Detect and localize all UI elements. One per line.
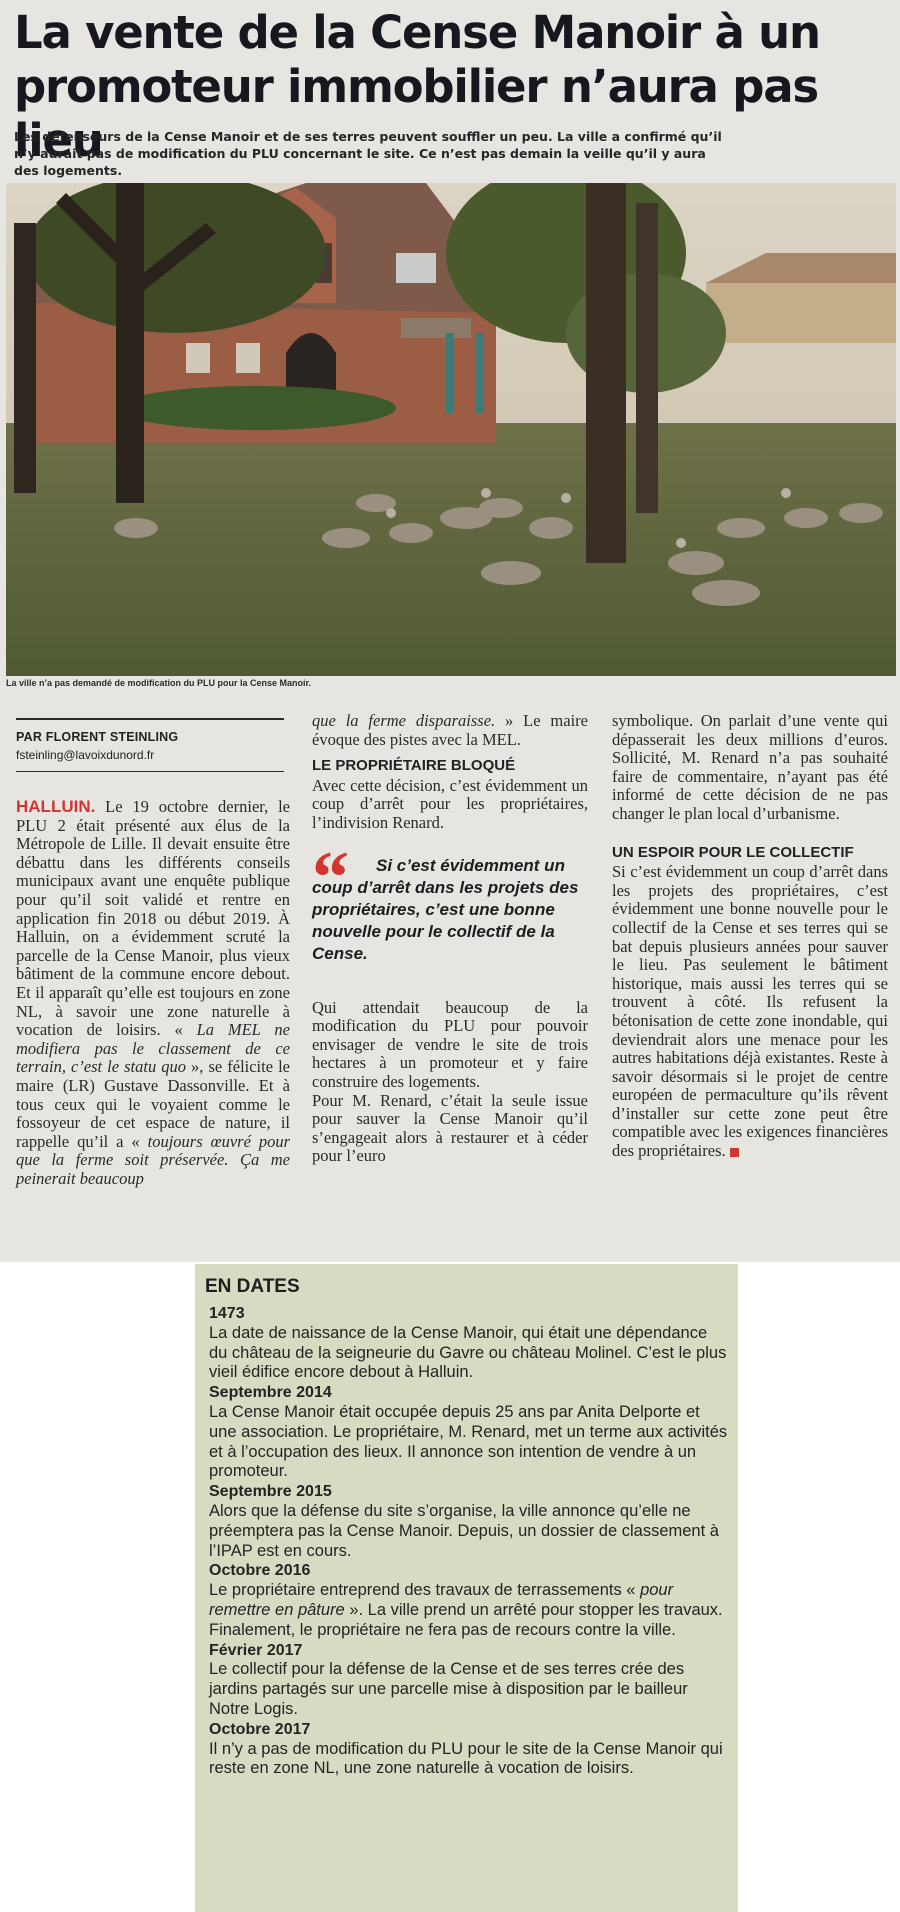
- article-column-2: [312, 712, 588, 1166]
- timeline-title: EN DATES: [205, 1276, 300, 1297]
- article-column-3: [612, 712, 888, 1161]
- mayor-quote-2: toujours œuvré pour que la ferme soit préservée. Ça me peinerait beaucoup: [16, 1131, 291, 1188]
- timeline-text: La date de naissance de la Cense Manoir, qui était une dépendance du château de la seigneurie du Gavre ou château Molinel. C’est le plus vieil édifice encore debout à Halluin.: [209, 1323, 727, 1382]
- timeline-date: Septembre 2015: [209, 1483, 332, 1501]
- col2-paragraph-1: Avec cette décision, c’est évidemment un coup d’arrêt pour les propriétaires, l’indivision Renard.: [312, 775, 588, 832]
- col1-text: Le 19 octobre dernier, le PLU 2 était présenté aux élus de la Métropole de Lille. Il devait ensuite être débattu dans les différents conseils municipaux avant une enquête publique pour qu’il soit validé et rentre en application fin 2018 ou début 2019. À Halluin, on a évidemment scruté la parcelle de la Cense Manoir, plus vieux bâtiment de la commune encore debout. Et il apparaît qu’elle est toujours en zone NL, à savoir une zone naturelle à vocation de loisirs. «: [16, 797, 290, 1040]
- byline-rule-bottom: [16, 771, 284, 772]
- col1-mid-text: », se félicite le maire (LR) Gustave Dassonville. Et à tous ceux qui le voyaient comme le fossoyeur de cet espace de nature, il rappelle qu’il a «: [16, 1057, 290, 1151]
- pull-quote-text: Si c’est évidemment un coup d’arrêt dans les projets des propriétaires, c’est une bonne nouvelle pour le collectif de la Cense.: [312, 855, 579, 963]
- pull-quote: [312, 836, 588, 965]
- standfirst: Les défenseurs de la Cense Manoir et de ses terres peuvent souffler un peu. La ville a confirmé qu’il n’y aurait pas de modification du PLU concernant le site. Ce n’est pas demain la veille qu’il y aura des logements.: [14, 129, 722, 178]
- col3-paragraph-1: symbolique. On parlait d’une vente qui dépasserait les deux millions d’euros. Sollicité, M. Renard n’a pas souhaité faire de commentaire, n’ayant pas été informé de cette décision de ne pas changer le plan local d’urbanisme.: [612, 711, 888, 823]
- photo-caption: La ville n’a pas demandé de modification du PLU pour la Cense Manoir.: [6, 678, 312, 688]
- col3-paragraph-2: Si c’est évidemment un coup d’arrêt dans les projets des propriétaires, c’est évidemment une bonne nouvelle pour le collectif de la Cense et ses terres qui se bat depuis plusieurs années pour sauver le lieu. Pas seulement le bâtiment historique, mais aussi les terres qui se trouvent à côté. Ils refusent la bétonisation de cette zone inondable, qui deviendrait alors une menace pour les autres habitations déjà existantes. Reste à savoir désormais si le projet de centre européen de permaculture qu’ils rêvent d’installer sur cette zone peut être compatible avec les exigences financières des propriétaires.: [612, 862, 888, 1161]
- timeline-text-pre: Le propriétaire entreprend des travaux de terrassements «: [209, 1581, 641, 1600]
- col2-paragraph-2: Qui attendait beaucoup de la modification du PLU pour pouvoir envisager de vendre le site de trois hectares à un promoteur et y faire construire des logements.: [312, 997, 588, 1091]
- dateline: HALLUIN.: [16, 797, 96, 816]
- timeline-date: Février 2017: [209, 1641, 303, 1659]
- subhead-hope-collective: UN ESPOIR POUR LE COLLECTIF: [612, 843, 854, 861]
- timeline-box: [195, 1264, 738, 1912]
- timeline-entries: [209, 1304, 729, 1779]
- col2-paragraph-3: Pour M. Renard, c’était la seule issue pour sauver la Cense Manoir qu’il s’engageait alors à restaurer et à céder pour l’euro: [312, 1090, 588, 1166]
- article-column-1: [16, 798, 290, 1188]
- timeline-text: Le collectif pour la défense de la Cense et de ses terres crée des jardins partagés sur une parcelle mise à disposition par le bailleur Notre Logis.: [209, 1660, 688, 1718]
- manor-photo: [6, 183, 896, 676]
- subhead-owner-blocked: LE PROPRIÉTAIRE BLOQUÉ: [312, 757, 516, 775]
- timeline-date: Octobre 2016: [209, 1562, 311, 1580]
- author-email: fsteinling@lavoixdunord.fr: [16, 748, 155, 762]
- byline: PAR FLORENT STEINLING: [16, 730, 179, 744]
- end-mark-icon: [730, 1148, 739, 1157]
- mayor-quote-continued: que la ferme disparaisse.: [312, 711, 496, 730]
- timeline-quote: pour remettre en pâture: [209, 1581, 674, 1619]
- byline-rule-top: [16, 718, 284, 720]
- col2-after-quote: » Le maire évoque des pistes avec la MEL.: [312, 711, 588, 749]
- timeline-text-post: ». La ville prend un arrêté pour stopper les travaux. Finalement, le propriétaire ne fera pas de recours contre la ville.: [209, 1600, 723, 1639]
- timeline-text: La Cense Manoir était occupée depuis 25 ans par Anita Delporte et une association. Le propriétaire, M. Renard, met un terme aux activités et à l’occupation des lieux. Il annonce son intention de vendre à un promoteur.: [209, 1402, 728, 1481]
- timeline-text: Alors que la défense du site s’organise, la ville annonce qu’elle ne préemptera pas la Cense Manoir. Depuis, un dossier de classement à l’IPAP est en cours.: [209, 1501, 719, 1560]
- timeline-date: 1473: [209, 1305, 245, 1322]
- timeline-date: Septembre 2014: [209, 1384, 332, 1402]
- timeline-date: Octobre 2017: [209, 1720, 311, 1738]
- timeline-text: [209, 1581, 729, 1640]
- timeline-text: Il n’y a pas de modification du PLU pour le site de la Cense Manoir qui reste en zone NL, une zone naturelle à vocation de loisirs.: [209, 1739, 723, 1778]
- quote-mark-icon: “: [312, 836, 349, 919]
- headline: La vente de la Cense Manoir à un promoteur immobilier n’aura pas lieu: [14, 6, 820, 167]
- mayor-quote-1: La MEL ne modifiera pas le classement de ce terrain, c’est le statu quo: [16, 1020, 290, 1077]
